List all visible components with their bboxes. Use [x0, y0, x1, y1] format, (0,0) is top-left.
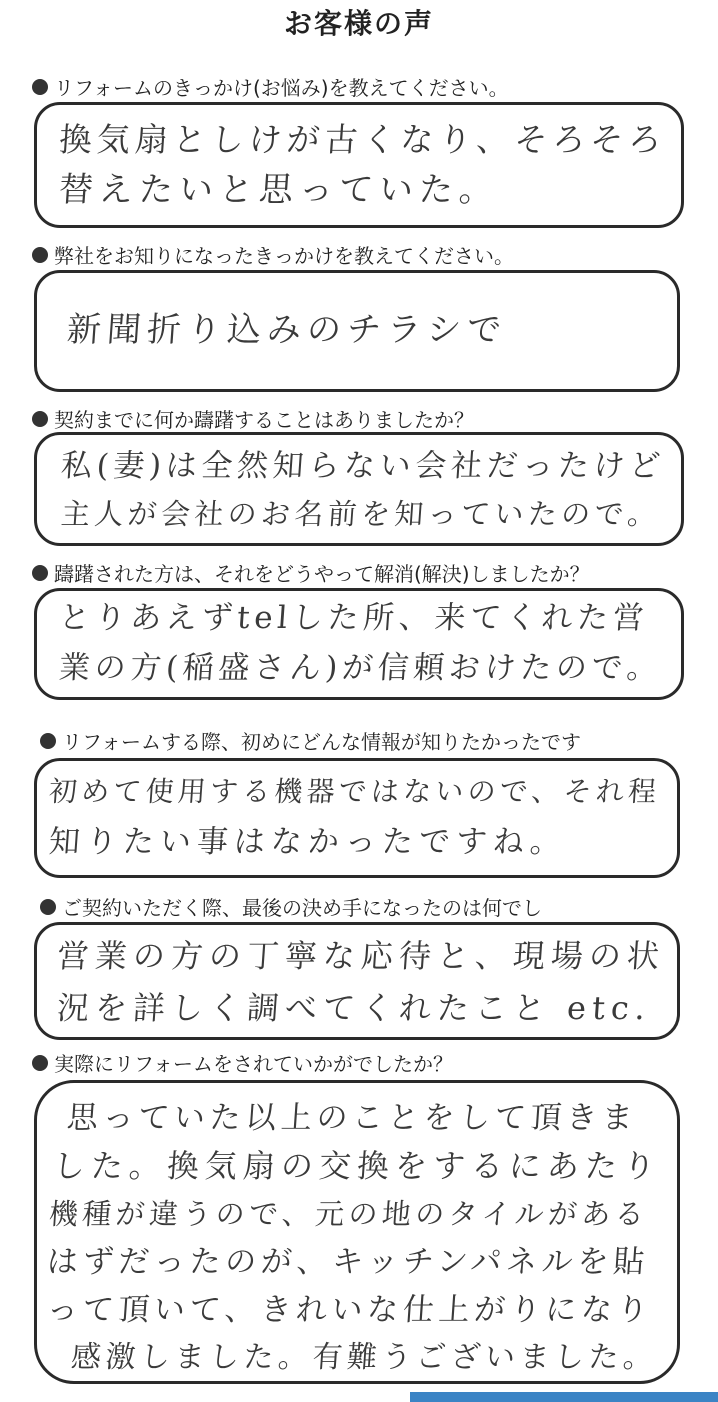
answer-box-1 [34, 102, 684, 228]
question-5 [40, 726, 581, 755]
question-5-text: リフォームする際、初めにどんな情報が知りたかったです [62, 730, 581, 754]
answer-7-line-2: した。換気扇の交換をするにあたり [51, 1147, 663, 1185]
answer-6-line-2: 況を詳しく調べてくれたこと etc. [55, 989, 653, 1027]
footer-accent-bar [410, 1392, 718, 1402]
answer-box-5 [34, 758, 680, 878]
question-1 [32, 72, 509, 101]
question-2-text: 弊社をお知りになったきっかけを教えてください。 [54, 244, 514, 268]
answer-4-line-2: 業の方(稲盛さん)が信頼おけたので。 [57, 650, 664, 686]
bullet-icon [32, 247, 48, 263]
bullet-icon [40, 899, 56, 915]
answer-5-line-2: 知りたい事はなかったですね。 [47, 824, 569, 860]
answer-6-line-1: 営業の方の丁寧な応待と、現場の状 [55, 937, 667, 975]
bullet-icon [32, 565, 48, 581]
answer-7-line-3: 機種が違うので、元の地のタイルがある [47, 1197, 650, 1231]
answer-1-line-2: 替えたいと思っていた。 [57, 170, 501, 210]
bullet-icon [32, 1055, 48, 1071]
question-3 [32, 404, 474, 433]
answer-7-line-1: 思っていた以上のことをして頂きま [65, 1100, 639, 1136]
answer-7-line-6: 感激しました。有難うございました。 [69, 1340, 659, 1375]
answer-box-7 [34, 1080, 680, 1384]
question-4-text: 躊躇された方は、それをどうやって解消(解決)しましたか？ [54, 562, 590, 586]
answer-7-line-4: はずだったのが、キッチンパネルを貼 [45, 1244, 650, 1280]
question-6 [40, 892, 542, 921]
question-7 [32, 1048, 453, 1077]
question-3-text: 契約までに何か躊躇することはありましたか？ [54, 408, 474, 432]
bullet-icon [40, 733, 56, 749]
bullet-icon [32, 79, 48, 95]
answer-3-line-1: 私(妻)は全然知らない会社だったけど [59, 448, 667, 484]
answer-box-3 [34, 432, 684, 546]
answer-box-6 [34, 922, 680, 1040]
answer-3-line-2: 主人が会社のお名前を知っていたので。 [59, 497, 662, 531]
bullet-icon [32, 411, 48, 427]
question-4 [32, 558, 590, 587]
answer-5-line-1: 初めて使用する機器ではないので、それ程 [47, 775, 662, 808]
question-6-text: ご契約いただく際、最後の決め手になったのは何でし [62, 896, 542, 920]
answer-box-2 [34, 270, 680, 392]
question-7-text: 実際にリフォームをされていかがでしたか？ [54, 1052, 453, 1076]
answer-2-line-1: 新聞折り込みのチラシで [65, 310, 509, 350]
question-1-text: リフォームのきっかけ(お悩み)を教えてください。 [54, 76, 509, 100]
page-title: お客様の声 [283, 7, 434, 40]
answer-box-4 [34, 588, 684, 700]
answer-1-line-1: 換気扇としけが古くなり、そろそろ [57, 120, 668, 159]
question-2 [32, 240, 514, 269]
answer-4-line-1: とりあえずtelした所、来てくれた営 [57, 600, 650, 636]
answer-7-line-5: って頂いて、きれいな仕上がりになり [45, 1292, 654, 1328]
